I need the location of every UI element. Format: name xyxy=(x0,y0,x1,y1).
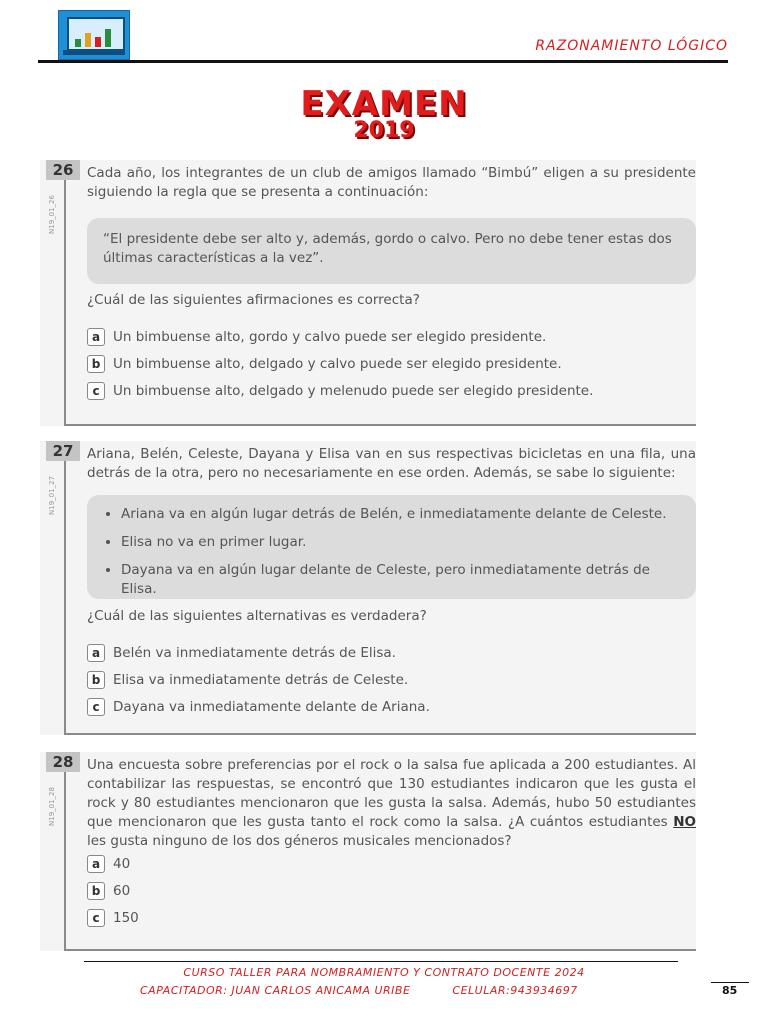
footer-course: CURSO TALLER PARA NOMBRAMIENTO Y CONTRATO DOCENTE 2024 xyxy=(183,966,585,979)
question-27 xyxy=(40,441,696,735)
option-c[interactable] xyxy=(87,909,139,927)
logo xyxy=(58,10,130,60)
question-prompt: ¿Cuál de las siguientes afirmaciones es correcta? xyxy=(87,292,420,308)
option-letter: c xyxy=(87,382,105,400)
option-letter: b xyxy=(87,671,105,689)
question-code: N19_01_27 xyxy=(48,476,56,515)
footer-phone: CELULAR:943934697 xyxy=(452,984,578,997)
option-letter: c xyxy=(87,909,105,927)
footer-divider xyxy=(84,961,678,962)
option-letter: a xyxy=(87,644,105,662)
question-number: 28 xyxy=(46,752,80,772)
exam-title: EXAMEN xyxy=(300,84,468,124)
page-number: 85 xyxy=(722,984,738,997)
question-code: N19_01_26 xyxy=(48,195,56,234)
option-c[interactable] xyxy=(87,698,430,716)
option-a[interactable] xyxy=(87,644,396,662)
header-title: RAZONAMIENTO LÓGICO xyxy=(535,38,728,54)
stem-text: Una encuesta sobre preferencias por el rock o la salsa fue aplicada a 200 estudiantes. Al contabilizar las respuestas, se encontró que 130 estudiantes indicaron que les gusta el rock y 80 estudiantes mencionaron que les gusta la salsa. Además, hubo 50 estudiantes que mencionaron que les gusta tanto el rock como la salsa. ¿A cuántos estudiantes xyxy=(87,757,696,830)
question-stem: Cada año, los integrantes de un club de amigos llamado “Bimbú” eligen a su presidente siguiendo la regla que se presenta a continuación: xyxy=(87,165,696,200)
option-letter: a xyxy=(87,855,105,873)
question-prompt: ¿Cuál de las siguientes alternativas es verdadera? xyxy=(87,608,427,624)
question-26 xyxy=(40,160,696,426)
option-b[interactable] xyxy=(87,671,408,689)
exam-year: 2019 xyxy=(353,118,415,143)
option-text: 40 xyxy=(113,856,131,872)
clues-box xyxy=(87,495,696,599)
option-text: 150 xyxy=(113,910,139,926)
page-number-rule xyxy=(711,982,749,983)
clue-item: • Ariana va en algún lugar detrás de Belén, e inmediatamente delante de Celeste. xyxy=(121,505,680,524)
rule-quote: “El presidente debe ser alto y, además, gordo o calvo. Pero no debe tener estas dos últimas características a la vez”. xyxy=(103,231,672,266)
option-text: Un bimbuense alto, delgado y calvo puede ser elegido presidente. xyxy=(113,356,562,372)
question-code: N19_01_28 xyxy=(48,787,56,826)
option-text: Un bimbuense alto, delgado y melenudo puede ser elegido presidente. xyxy=(113,383,594,399)
option-text: Belén va inmediatamente detrás de Elisa. xyxy=(113,645,396,661)
footer-trainer: CAPACITADOR: JUAN CARLOS ANICAMA URIBE xyxy=(140,984,411,997)
option-a[interactable] xyxy=(87,855,130,873)
rule-box xyxy=(87,218,696,284)
option-letter: a xyxy=(87,328,105,346)
option-letter: c xyxy=(87,698,105,716)
question-stem xyxy=(87,756,696,851)
option-a[interactable] xyxy=(87,328,546,346)
question-number: 27 xyxy=(46,441,80,461)
option-text: 60 xyxy=(113,883,131,899)
option-c[interactable] xyxy=(87,382,593,400)
option-text: Un bimbuense alto, gordo y calvo puede ser elegido presidente. xyxy=(113,329,547,345)
question-number: 26 xyxy=(46,160,80,180)
option-letter: b xyxy=(87,882,105,900)
stem-text: les gusta ninguno de los dos géneros musicales mencionados? xyxy=(87,833,512,849)
clue-item: • Dayana va en algún lugar delante de Celeste, pero inmediatamente detrás de Elisa. xyxy=(121,561,680,599)
clues-list xyxy=(87,495,696,614)
option-b[interactable] xyxy=(87,882,130,900)
header-divider xyxy=(38,60,728,63)
footer-trainer-line xyxy=(140,984,640,997)
computer-monitor-icon xyxy=(67,17,125,51)
question-stem: Ariana, Belén, Celeste, Dayana y Elisa van en sus respectivas bicicletas en una fila, una detrás de la otra, pero no necesariamente en ese orden. Además, se sabe lo siguiente: xyxy=(87,446,696,481)
option-b[interactable] xyxy=(87,355,562,373)
option-letter: b xyxy=(87,355,105,373)
option-text: Dayana va inmediatamente delante de Ariana. xyxy=(113,699,430,715)
stem-emphasis: NO xyxy=(673,814,696,830)
option-text: Elisa va inmediatamente detrás de Celeste. xyxy=(113,672,409,688)
question-28 xyxy=(40,752,696,951)
clue-item: • Elisa no va en primer lugar. xyxy=(121,533,680,552)
